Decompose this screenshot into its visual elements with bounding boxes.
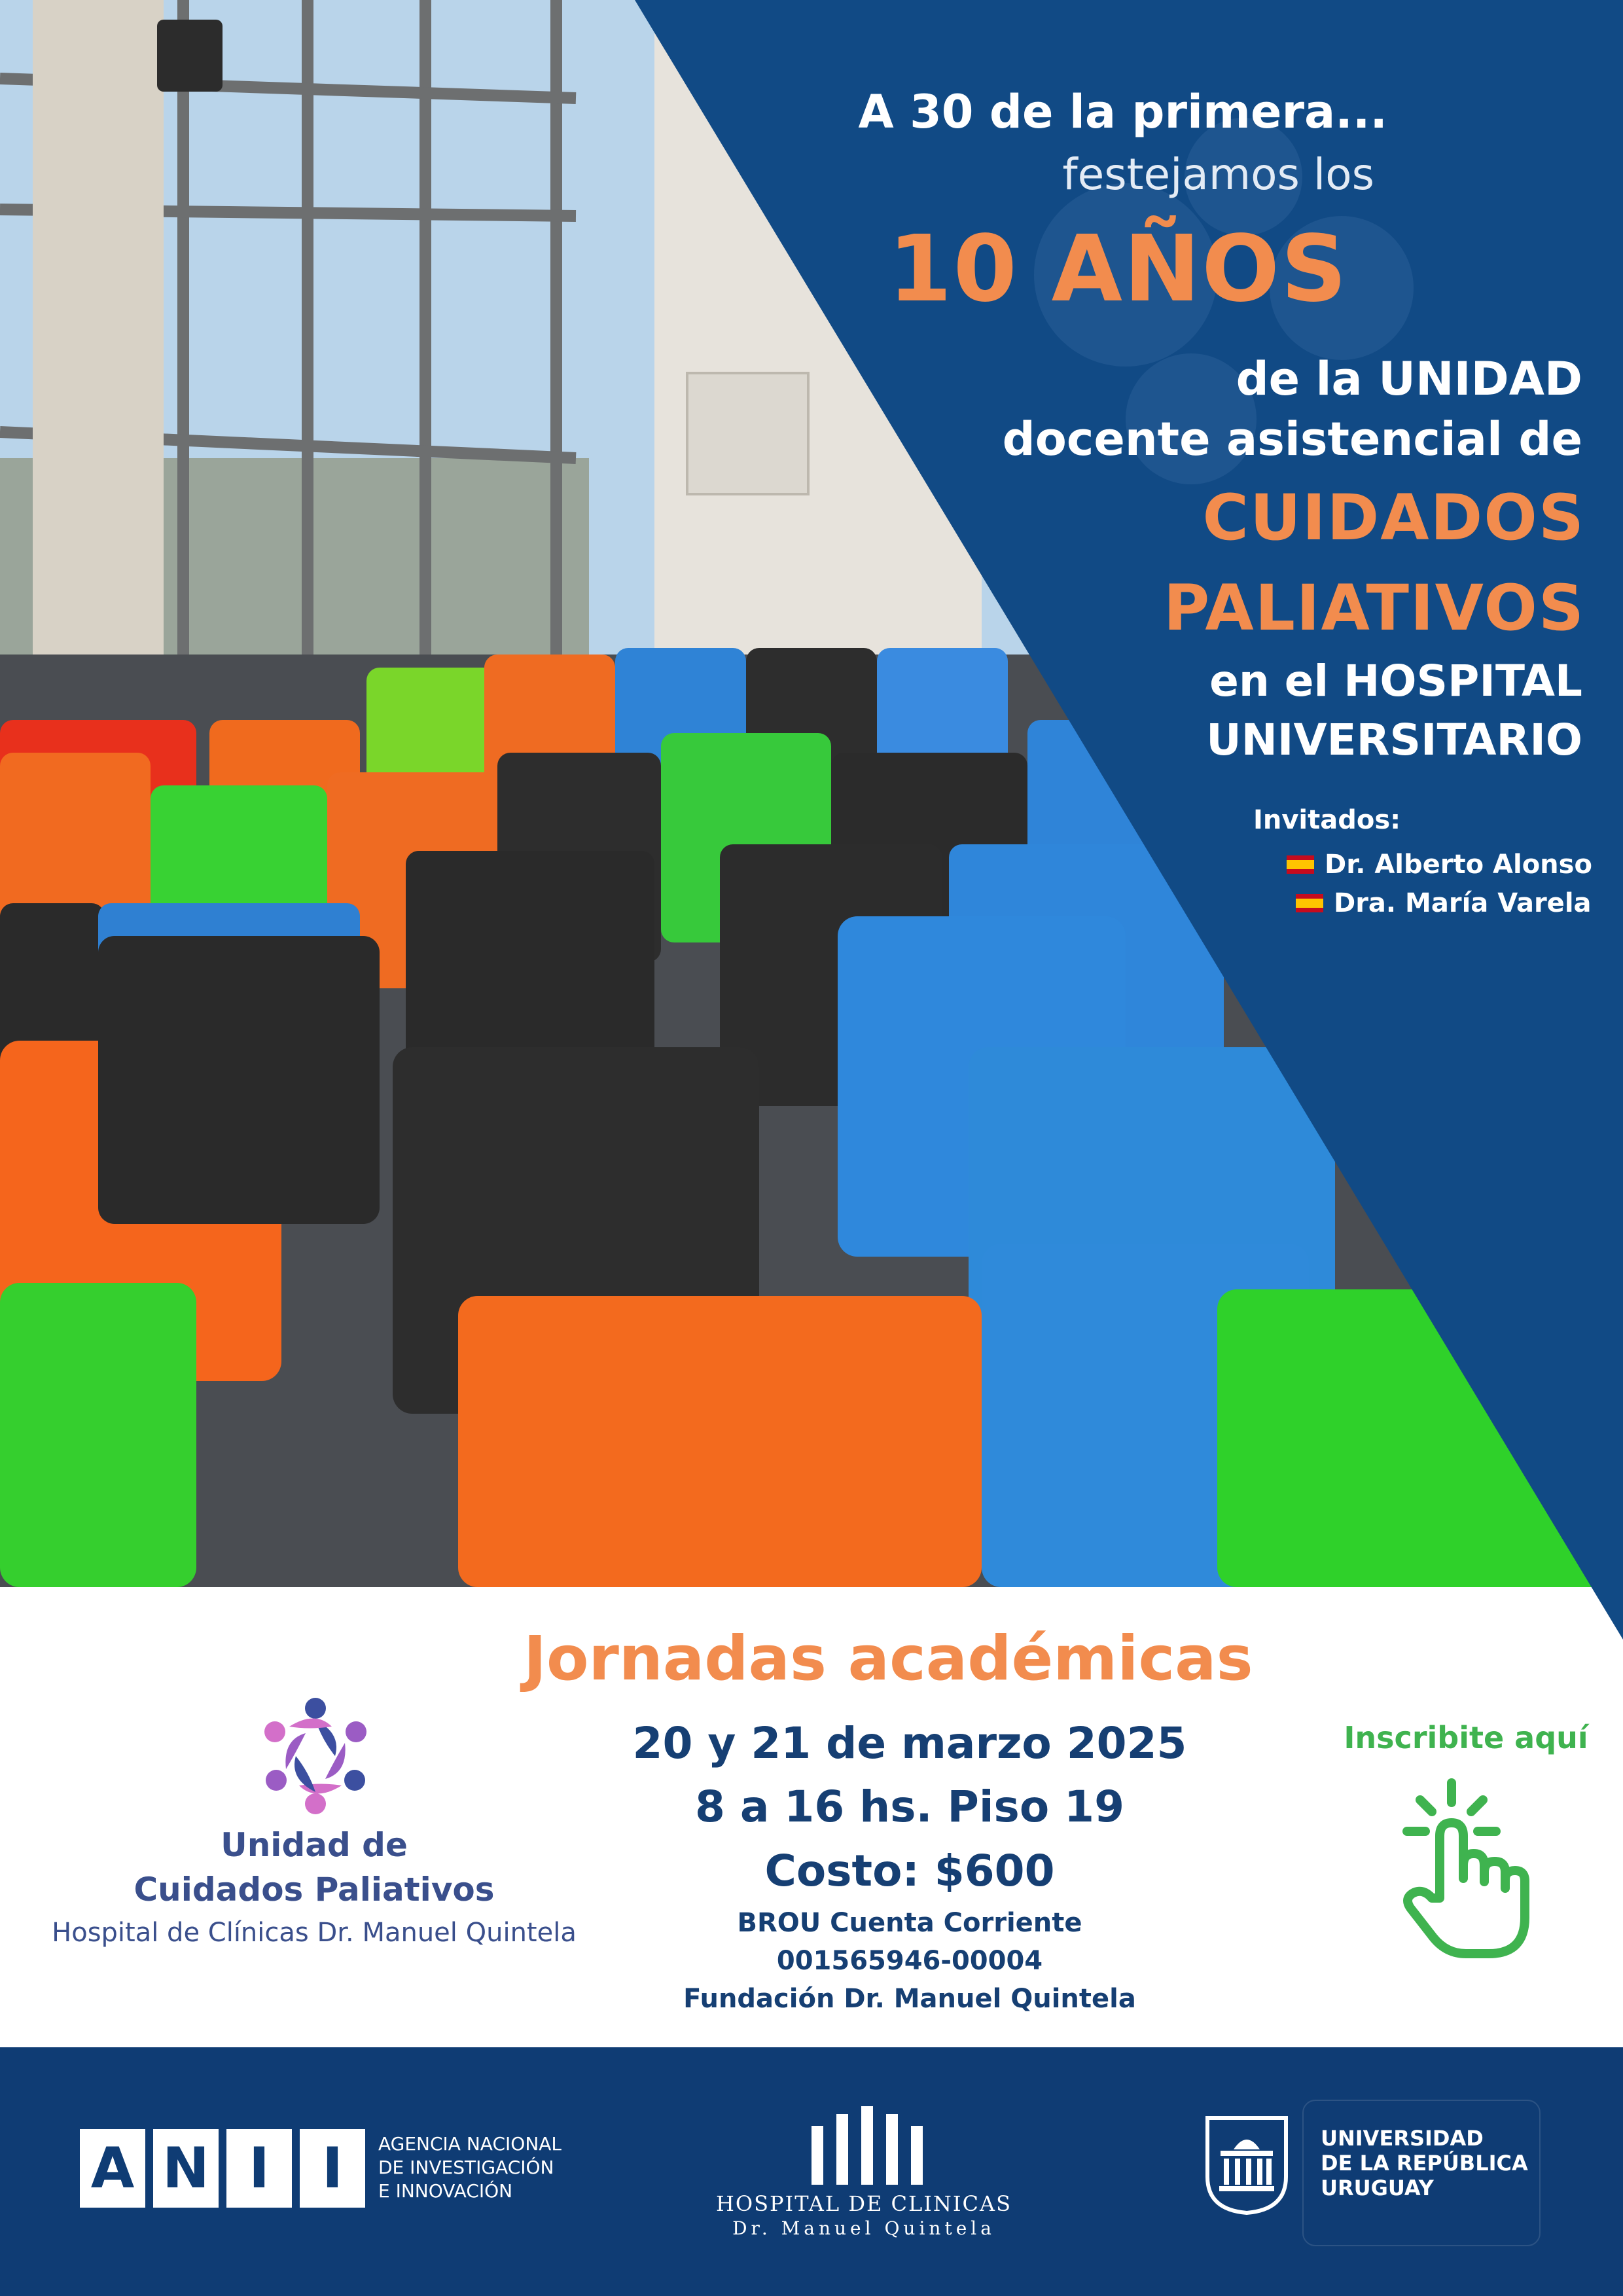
university-line-2: DE LA REPÚBLICA bbox=[1321, 2151, 1528, 2176]
anii-logo bbox=[80, 2129, 365, 2208]
guest-item bbox=[1296, 888, 1592, 918]
guest-name: Dra. María Varela bbox=[1334, 888, 1592, 918]
unit-name-line-2: Cuidados Paliativos bbox=[134, 1871, 495, 1909]
paliativos-title: PALIATIVOS bbox=[1163, 571, 1585, 645]
anii-agency-name bbox=[378, 2132, 562, 2203]
headline-line-5: docente asistencial de bbox=[1002, 412, 1582, 466]
hospital-columns-icon bbox=[812, 2106, 923, 2185]
university-line-1: UNIVERSIDAD bbox=[1321, 2126, 1484, 2151]
event-cost: Costo: $600 bbox=[764, 1846, 1055, 1896]
anii-line-1: AGENCIA NACIONAL bbox=[378, 2133, 562, 2155]
hospital-logo-line-2: Dr. Manuel Quintela bbox=[732, 2217, 995, 2239]
hospital-line: en el HOSPITAL bbox=[1209, 656, 1582, 706]
headline-line-2: festejamos los bbox=[1062, 149, 1374, 200]
cuidados-title: CUIDADOS bbox=[1202, 481, 1585, 554]
foundation-name: Fundación Dr. Manuel Quintela bbox=[683, 1984, 1136, 2014]
unit-name-line-1: Unidad de bbox=[221, 1826, 408, 1864]
anii-letter: A bbox=[80, 2129, 145, 2208]
guest-name: Dr. Alberto Alonso bbox=[1325, 850, 1592, 880]
anii-letter: I bbox=[300, 2129, 365, 2208]
anii-letter: N bbox=[153, 2129, 219, 2208]
unit-hospital-name: Hospital de Clínicas Dr. Manuel Quintela bbox=[52, 1918, 577, 1948]
anii-letter: I bbox=[226, 2129, 292, 2208]
guest-item bbox=[1287, 850, 1592, 880]
footer-sponsors bbox=[0, 2047, 1623, 2296]
guests-label: Invitados: bbox=[1253, 805, 1401, 835]
hospital-de-clinicas-logo bbox=[707, 2106, 1021, 2257]
register-label: Inscribite aquí bbox=[1344, 1720, 1588, 1755]
event-date: 20 y 21 de marzo 2025 bbox=[632, 1718, 1187, 1768]
university-seal-icon bbox=[1201, 2111, 1293, 2216]
spain-flag-icon bbox=[1287, 855, 1314, 874]
hospital-logo-line-1: HOSPITAL DE CLINICAS bbox=[715, 2191, 1012, 2216]
register-button[interactable] bbox=[1322, 1708, 1610, 1970]
anii-line-3: E INNOVACIÓN bbox=[378, 2180, 513, 2202]
university-line-3: URUGUAY bbox=[1321, 2176, 1434, 2200]
headline-line-1: A 30 de la primera... bbox=[858, 85, 1387, 139]
event-time-location: 8 a 16 hs. Piso 19 bbox=[694, 1782, 1124, 1832]
university-name bbox=[1321, 2126, 1528, 2200]
headline-line-4: de la UNIDAD bbox=[1236, 352, 1582, 406]
bank-account-number: 001565946-00004 bbox=[776, 1946, 1043, 1976]
palliative-care-unit-logo-icon bbox=[250, 1694, 381, 1818]
anii-line-2: DE INVESTIGACIÓN bbox=[378, 2157, 554, 2178]
pointing-hand-icon bbox=[1394, 1774, 1538, 1964]
spain-flag-icon bbox=[1296, 894, 1323, 912]
anniversary-title: 10 AÑOS bbox=[888, 216, 1348, 323]
event-title: Jornadas académicas bbox=[524, 1623, 1253, 1695]
bank-account-type: BROU Cuenta Corriente bbox=[737, 1908, 1082, 1938]
universitario-line: UNIVERSITARIO bbox=[1206, 715, 1582, 765]
